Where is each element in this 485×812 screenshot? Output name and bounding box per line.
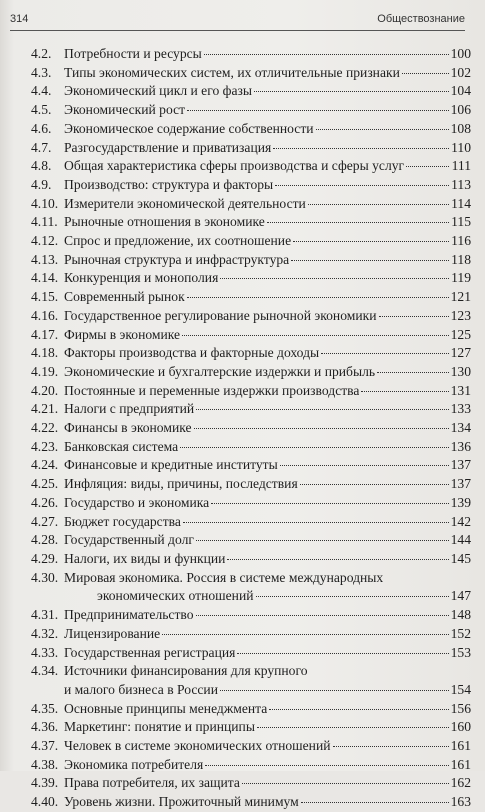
running-header [10, 12, 465, 31]
leader-dots [256, 596, 449, 597]
toc-entry-title: Государство и экономика [64, 494, 210, 510]
leader-dots [220, 278, 449, 279]
toc-entry-title: Измерители экономической деятельности [64, 195, 306, 211]
toc-entry-page: 161 [450, 756, 471, 772]
leader-dots [254, 91, 449, 92]
leader-dots [211, 503, 448, 504]
toc-entry-number: 4.33. [31, 644, 59, 660]
leader-dots [162, 634, 448, 635]
toc-entry-number: 4.20. [31, 382, 59, 398]
toc-entry [31, 756, 471, 775]
leader-dots [237, 653, 448, 654]
toc-entry-number: 4.31. [31, 607, 59, 623]
leader-dots [180, 447, 448, 448]
toc-entry-number: 4.19. [31, 363, 59, 379]
toc-entry-title: Общая характеристика сферы производства и сферы услуг [64, 158, 405, 174]
leader-dots [406, 166, 449, 167]
leader-dots [308, 204, 449, 205]
toc-entry-title-cont: и малого бизнеса в России [64, 681, 218, 697]
table-of-contents [31, 45, 471, 812]
toc-entry [31, 774, 471, 793]
running-title: Обществознание [377, 13, 465, 25]
leader-dots [267, 222, 449, 223]
toc-entry-title: Маркетинг: понятие и принципы [64, 719, 255, 735]
toc-entry-number: 4.32. [31, 625, 59, 641]
toc-entry-number: 4.40. [31, 794, 59, 810]
toc-entry-title: Постоянные и переменные издержки производства [64, 382, 360, 398]
toc-entry-number: 4.22. [31, 420, 59, 436]
leader-dots [257, 727, 449, 728]
toc-entry-title: Экономический рост [64, 102, 186, 118]
toc-entry-title: Типы экономических систем, их отличительные признаки [64, 64, 400, 80]
toc-entry-page: 113 [451, 176, 471, 192]
toc-entry [31, 419, 471, 438]
leader-dots [196, 540, 449, 541]
toc-entry-number: 4.11. [31, 214, 58, 230]
toc-entry-page: 130 [450, 363, 471, 379]
toc-entry [31, 606, 471, 625]
toc-entry [31, 718, 471, 737]
toc-entry [31, 382, 471, 401]
toc-entry-number: 4.2. [31, 46, 52, 61]
toc-entry-number: 4.9. [31, 176, 52, 192]
toc-entry-page: 134 [450, 420, 471, 436]
toc-entry [31, 475, 471, 494]
toc-entry-title: Производство: структура и факторы [64, 176, 274, 192]
toc-entry [31, 737, 471, 756]
toc-entry [31, 157, 471, 176]
toc-entry-page: 118 [451, 251, 471, 267]
toc-entry-number: 4.29. [31, 550, 59, 566]
toc-entry-number: 4.30. [31, 569, 59, 585]
toc-entry-title: Основные принципы менеджмента [64, 700, 268, 716]
toc-entry-page: 125 [450, 326, 471, 342]
toc-entry-title: Экономическое содержание собственности [64, 120, 314, 136]
toc-entry-page: 116 [451, 233, 471, 249]
page-number: 314 [10, 13, 29, 25]
toc-entry-number: 4.27. [31, 513, 59, 529]
toc-entry [31, 45, 471, 64]
toc-entry-number: 4.24. [31, 457, 59, 473]
toc-entry-title: Налоги с предприятий [64, 401, 195, 417]
toc-entry-number: 4.37. [31, 738, 59, 754]
leader-dots [316, 129, 449, 130]
leader-dots [182, 335, 449, 336]
toc-entry-title: Государственный долг [64, 532, 194, 548]
toc-entry [31, 400, 471, 419]
toc-entry [31, 232, 471, 251]
toc-entry-number: 4.25. [31, 476, 59, 492]
toc-entry-title: Финансовые и кредитные институты [64, 457, 278, 473]
toc-entry-number: 4.36. [31, 719, 59, 735]
toc-entry [31, 344, 471, 363]
toc-entry [31, 64, 471, 83]
toc-entry-number: 4.8. [31, 158, 52, 174]
toc-entry [31, 569, 471, 606]
toc-entry-page: 108 [450, 120, 471, 136]
toc-entry-page: 114 [451, 195, 471, 211]
toc-entry [31, 82, 471, 101]
toc-entry-number: 4.15. [31, 289, 59, 305]
toc-entry-page: 154 [450, 681, 471, 697]
toc-entry-number: 4.10. [31, 195, 59, 211]
toc-entry-page: 104 [450, 83, 471, 99]
leader-dots [402, 73, 449, 74]
toc-entry-page: 110 [451, 139, 471, 155]
toc-entry-title: Мировая экономика. Россия в системе международных [64, 569, 384, 585]
toc-entry [31, 120, 471, 139]
leader-dots [204, 54, 449, 55]
toc-entry-number: 4.14. [31, 270, 59, 286]
toc-entry [31, 195, 471, 214]
toc-entry [31, 363, 471, 382]
leader-dots [379, 316, 449, 317]
toc-entry-title: Государственная регистрация [64, 644, 236, 660]
toc-entry [31, 269, 471, 288]
toc-entry-number: 4.34. [31, 663, 59, 679]
toc-entry [31, 176, 471, 195]
toc-entry-title: Рыночные отношения в экономике [64, 214, 265, 230]
leader-dots [220, 690, 449, 691]
toc-entry-title: Разгосударствление и приватизация [64, 139, 272, 155]
toc-entry-page: 111 [451, 158, 471, 174]
leader-dots [280, 465, 449, 466]
leader-dots [273, 148, 449, 149]
toc-entry-title: Финансы в экономике [64, 420, 192, 436]
toc-entry-title: Факторы производства и факторные доходы [64, 345, 320, 361]
toc-entry [31, 513, 471, 532]
toc-entry-page: 100 [450, 46, 471, 61]
leader-dots [187, 297, 449, 298]
toc-entry [31, 438, 471, 457]
toc-entry-number: 4.18. [31, 345, 59, 361]
toc-entry-page: 145 [450, 550, 471, 566]
leader-dots [301, 802, 449, 803]
toc-entry-number: 4.16. [31, 307, 59, 323]
toc-entry-page: 148 [450, 607, 471, 623]
toc-entry-page: 133 [450, 401, 471, 417]
toc-entry-title: Экономический цикл и его фазы [64, 83, 252, 99]
toc-entry-title: Лицензирование [64, 625, 161, 641]
toc-entry-title: Человек в системе экономических отношений [64, 738, 331, 754]
toc-entry-page: 137 [450, 476, 471, 492]
toc-entry-title: Источники финансирования для крупного [64, 663, 308, 679]
toc-entry [31, 307, 471, 326]
leader-dots [377, 372, 449, 373]
toc-entry [31, 700, 471, 719]
toc-entry [31, 251, 471, 270]
toc-entry [31, 644, 471, 663]
toc-entry-number: 4.13. [31, 251, 59, 267]
toc-entry [31, 662, 471, 699]
toc-entry-title: Современный рынок [64, 289, 185, 305]
toc-entry-number: 4.26. [31, 494, 59, 510]
leader-dots [275, 185, 449, 186]
toc-entry [31, 101, 471, 120]
toc-entry-page: 131 [450, 382, 471, 398]
toc-entry-number: 4.4. [31, 83, 52, 99]
toc-entry [31, 139, 471, 158]
toc-entry-page: 123 [450, 307, 471, 323]
toc-entry-number: 4.17. [31, 326, 59, 342]
toc-entry-title: Предпринимательство [64, 607, 194, 623]
toc-entry-page: 102 [450, 64, 471, 80]
leader-dots [196, 615, 449, 616]
leader-dots [321, 353, 448, 354]
toc-entry-title: Рыночная структура и инфраструктура [64, 251, 290, 267]
toc-entry [31, 531, 471, 550]
toc-entry-title: Уровень жизни. Прожиточный минимум [64, 794, 299, 810]
toc-entry [31, 793, 471, 812]
toc-entry-number: 4.5. [31, 102, 52, 118]
leader-dots [183, 522, 449, 523]
toc-entry-title: Государственное регулирование рыночной экономики [64, 307, 377, 323]
toc-entry-number: 4.39. [31, 775, 59, 791]
toc-entry-page: 139 [450, 494, 471, 510]
toc-entry-page: 156 [450, 700, 471, 716]
toc-entry-page: 136 [450, 438, 471, 454]
toc-entry-page: 163 [450, 794, 471, 810]
toc-entry [31, 494, 471, 513]
toc-entry-title: Спрос и предложение, их соотношение [64, 233, 292, 249]
toc-entry-number: 4.28. [31, 532, 59, 548]
toc-entry [31, 456, 471, 475]
toc-entry-title: Инфляция: виды, причины, последствия [64, 476, 298, 492]
leader-dots [227, 559, 448, 560]
toc-entry [31, 550, 471, 569]
leader-dots [205, 765, 448, 766]
leader-dots [196, 409, 448, 410]
toc-entry [31, 625, 471, 644]
toc-entry-page: 162 [450, 775, 471, 791]
toc-entry-title: Банковская система [64, 438, 179, 454]
toc-entry-page: 161 [450, 738, 471, 754]
toc-entry-title: Налоги, их виды и функции [64, 550, 226, 566]
toc-entry-title: Экономические и бухгалтерские издержки и прибыль [64, 363, 376, 379]
leader-dots [291, 260, 449, 261]
toc-entry-title: Права потребителя, их защита [64, 775, 240, 791]
leader-dots [333, 746, 449, 747]
leader-dots [194, 428, 449, 429]
toc-entry-page: 127 [450, 345, 471, 361]
toc-entry-page: 106 [450, 102, 471, 118]
toc-entry-page: 142 [450, 513, 471, 529]
toc-entry-page: 144 [450, 532, 471, 548]
toc-entry-page: 152 [450, 625, 471, 641]
toc-entry-number: 4.6. [31, 120, 52, 136]
toc-entry [31, 326, 471, 345]
toc-entry-page: 119 [451, 270, 471, 286]
toc-entry-page: 160 [450, 719, 471, 735]
leader-dots [242, 783, 449, 784]
toc-entry-number: 4.23. [31, 438, 59, 454]
toc-entry-number: 4.3. [31, 64, 52, 80]
toc-entry-number: 4.38. [31, 756, 59, 772]
leader-dots [293, 241, 449, 242]
toc-entry-title-cont: экономических отношений [97, 588, 254, 604]
toc-entry-number: 4.21. [31, 401, 59, 417]
toc-entry [31, 288, 471, 307]
toc-entry-title: Фирмы в экономике [64, 326, 181, 342]
leader-dots [300, 484, 449, 485]
toc-entry-title: Потребности и ресурсы [64, 46, 202, 61]
toc-entry-page: 137 [450, 457, 471, 473]
leader-dots [361, 391, 448, 392]
leader-dots [269, 709, 448, 710]
toc-entry-number: 4.7. [31, 139, 52, 155]
toc-entry-page: 121 [450, 289, 471, 305]
toc-entry-title: Конкуренция и монополия [64, 270, 219, 286]
toc-entry-number: 4.35. [31, 700, 59, 716]
toc-entry-page: 115 [451, 214, 471, 230]
toc-entry-title: Экономика потребителя [64, 756, 204, 772]
leader-dots [187, 110, 449, 111]
toc-entry-page: 147 [450, 588, 471, 604]
toc-entry-number: 4.12. [31, 233, 59, 249]
toc-entry [31, 213, 471, 232]
toc-entry-title: Бюджет государства [64, 513, 181, 529]
toc-entry-page: 153 [450, 644, 471, 660]
